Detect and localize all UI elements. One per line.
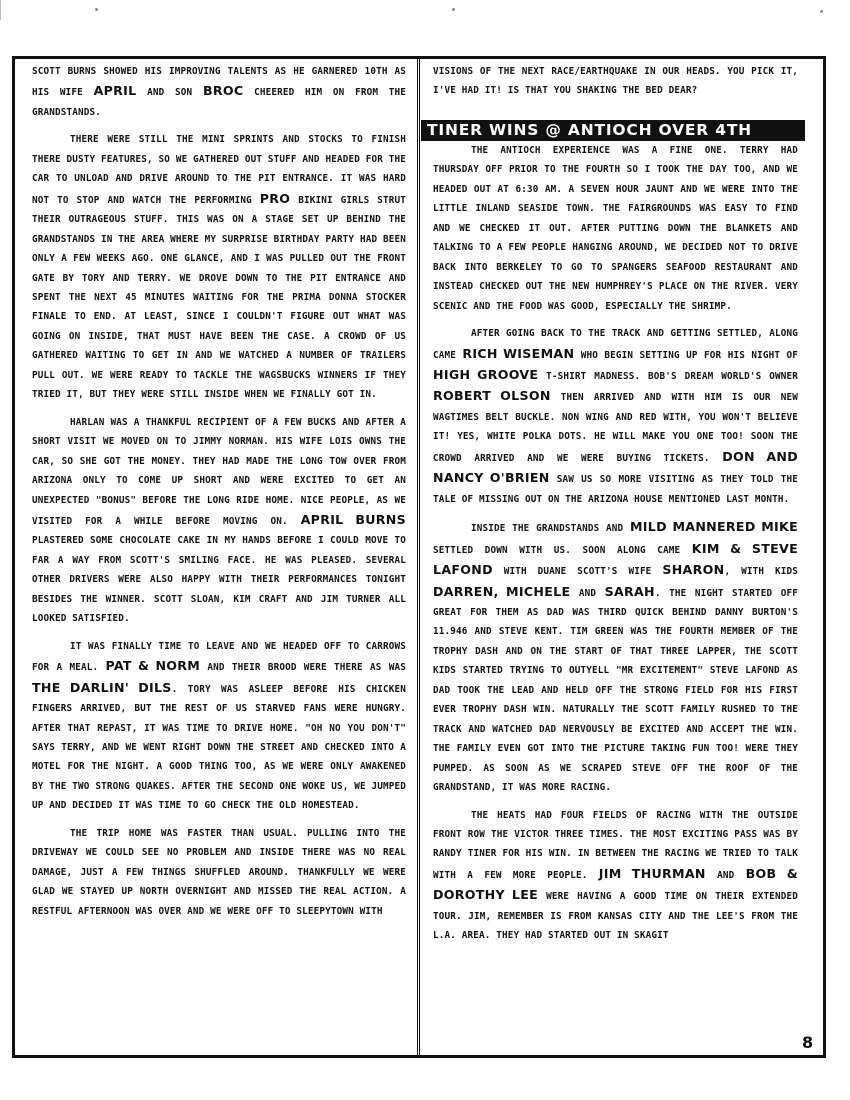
right-column <box>433 141 798 954</box>
scan-speck <box>95 8 98 11</box>
text-run: IT WAS FINALLY TIME TO LEAVE AND WE HEADED OFF TO CARROWS FOR A MEAL. <box>32 640 406 674</box>
scan-speck <box>820 10 823 13</box>
text-run: INSIDE THE GRANDSTANDS AND <box>471 523 630 535</box>
highlighted-name: SHARON <box>662 562 725 578</box>
left-paragraph <box>32 413 406 629</box>
page-number: 8 <box>802 1033 814 1052</box>
text-run: SAW US SO MORE VISITING AS THEY TOLD THE TALE OF MISSING OUT ON THE ARIZONA HOUSE MENTIONED LAST MONTH. <box>433 474 798 505</box>
text-run: WERE HAVING A GOOD TIME ON THEIR EXTENDED TOUR. JIM, REMEMBER IS FROM KANSAS CITY AND THE LEE'S FROM THE L.A. AREA. THEY HAD STARTED OUT IN SKAGIT <box>433 891 799 942</box>
text-run: PLASTERED SOME CHOCOLATE CAKE IN MY HANDS BEFORE I COULD MOVE TO FAR A WAY FROM SCOTT'S SMILING FACE. HE WAS PLEASED. SEVERAL OTHER DRIVERS WERE ALSO HAPPY WITH THEIR PERFORMANCES TONIGHT BESIDES THE WINNER. SCOTT SLOAN, KIM CRAFT AND JIM TURNER ALL LOOKED SATISFIED. <box>32 535 406 625</box>
highlighted-name: HIGH GROOVE <box>433 366 539 382</box>
left-paragraph <box>32 62 406 122</box>
text-run: CHEERED HIM ON FROM THE GRANDSTANDS. <box>32 87 406 118</box>
text-run: . THE NIGHT STARTED OFF GREAT FOR THEM AS DAD WAS THIRD QUICK BEHIND DANNY BURTON'S 11.946 AND STEVE KENT. TIM GREEN WAS THE FOURTH MEMBER OF THE TROPHY DASH AND ON THE START OF THAT THREE LAPPER, THE SCOTT KIDS STARTED TRYING TO OUTYELL "MR EXCITEMENT" STEVE LAFOND AS DAD TOOK THE LEAD AND HELD OFF THE STRONG FIELD FOR HIS FIRST EVER TROPHY DASH WIN. NATURALLY THE SCOTT FAMILY RUSHED TO THE TRACK AND WATCHED DAD NERVOUSLY BE EXCITED AND ACCEPT THE WIN. THE FAMILY EVEN GOT INTO THE PICTURE TAKING FUN TOO! WERE THEY PUMPED. AS SOON AS WE SCRAPED STEVE OFF THE ROOF OF THE GRANDSTAND, IT WAS MORE RACING. <box>433 587 798 794</box>
text-run: WITH DUANE SCOTT'S WIFE <box>492 566 663 578</box>
highlighted-name: APRIL <box>93 83 137 99</box>
highlighted-name: PAT & NORM <box>105 658 201 674</box>
right-paragraph <box>433 806 798 946</box>
text-run: THERE WERE STILL THE MINI SPRINTS AND STOCKS TO FINISH THERE DUSTY FEATURES, SO WE GATHERED OUT STUFF AND HEADED FOR THE CAR TO UNLOAD AND DRIVE AROUND TO THE PIT ENTRANCE. IT WAS HARD NOT TO STOP AND WATCH THE PERFORMING <box>32 134 406 206</box>
scan-edge-mark <box>0 0 1 20</box>
highlighted-name: PRO <box>259 190 291 206</box>
left-paragraph <box>32 824 406 921</box>
highlighted-name: SARAH <box>604 583 655 599</box>
text-run: SCOTT BURNS SHOWED HIS IMPROVING TALENTS AS HE GARNERED 10TH AS HIS WIFE <box>32 66 406 99</box>
highlighted-name: DON AND NANCY O'BRIEN <box>433 448 798 486</box>
text-run: WHO BEGIN SETTING UP FOR HIS NIGHT OF <box>574 349 798 361</box>
right-paragraph <box>433 517 798 797</box>
highlighted-name: MILD MANNERED MIKE <box>629 519 798 535</box>
article-headline: TINER WINS @ ANTIOCH OVER 4TH <box>421 120 805 141</box>
highlighted-name: KIM & STEVE LAFOND <box>433 540 798 578</box>
text-run: THEN ARRIVED AND WITH HIM IS OUR NEW WAGTIMES BELT BUCKLE. NON WING AND RED WITH, YOU WON'T BELIEVE IT! YES, WHITE POLKA DOTS. HE WILL MAKE YOU ONE TOO! SOON THE CROWD ARRIVED AND WE WERE BUYING TICKETS. <box>433 392 799 464</box>
text-run: BIKINI GIRLS STRUT THEIR OUTRAGEOUS STUFF. THIS WAS ON A STAGE SET UP BEHIND THE GRANDSTANDS IN THE AREA WHERE MY SURPRISE BIRTHDAY PARTY HAD BEEN ONLY A FEW WEEKS AGO. ONE GLANCE, AND I WAS PULLED OUT THE FRONT GATE BY TORY AND TERRY. WE DROVE DOWN TO THE PIT ENTRANCE AND SPENT THE NEXT 45 MINUTES WAITING FOR THE PRIMA DONNA STOCKER FINALE TO END. AT LEAST, SINCE I COULDN'T FIGURE OUT WHAT WAS GOING ON INSIDE, THAT MUST HAVE BEEN THE CASE. A CROWD OF US GATHERED WAITING TO GET IN AND WE WATCHED A NUMBER OF TRAILERS PULL OUT. WE WERE READY TO TACKLE THE WAGSBUCKS WINNERS IF THEY TRIED IT, BUT THEY WERE STILL INSIDE WHEN WE FINALLY GOT IN. <box>32 194 406 401</box>
highlighted-name: THE DARLIN' DILS <box>32 679 172 695</box>
scan-speck <box>452 8 455 11</box>
text-run: AND SON <box>136 87 203 99</box>
text-run: HARLAN WAS A THANKFUL RECIPIENT OF A FEW BUCKS AND AFTER A SHORT VISIT WE MOVED ON TO JIMMY NORMAN. HIS WIFE LOIS OWNS THE CAR, SO SHE GOT THE MONEY. THEY HAD MADE THE LONG TOW OVER FROM ARIZONA ONLY TO COME UP SHORT AND WERE EXCITED TO GET AN UNEXPECTED "BONUS" BEFORE THE LONG RIDE HOME. NICE PEOPLE, AS WE VISITED FOR A WHILE BEFORE MOVING ON. <box>32 416 406 527</box>
text-run: THE TRIP HOME WAS FASTER THAN USUAL. PULLING INTO THE DRIVEWAY WE COULD SEE NO PROBLEM AND INSIDE THERE WAS NO REAL DAMAGE, JUST A FEW THINGS SHUFFLED AROUND. THANKFULLY WE WERE GLAD WE STAYED UP NORTH OVERNIGHT AND MISSED THE REAL ACTION. A RESTFUL AFTERNOON WAS OVER AND WE WERE OFF TO SLEEPYTOWN WITH <box>32 827 406 917</box>
text-run: . TORY WAS ASLEEP BEFORE HIS CHICKEN FINGERS ARRIVED, BUT THE REST OF US STARVED FANS WERE HUNGRY. AFTER THAT REPAST, IT WAS TIME TO DRIVE HOME. "OH NO YOU DON'T" SAYS TERRY, AND WE WENT RIGHT DOWN THE STREET AND CHECKED INTO A MOTEL FOR THE NIGHT. A GOOD THING TOO, AS WE WERE ONLY AWAKENED BY THE TWO STRONG QUAKES. AFTER THE SECOND ONE WOKE US, WE JUMPED UP AND DECIDED IT WAS TIME TO GO CHECK THE OLD HOMESTEAD. <box>32 683 406 812</box>
text-run: SETTLED DOWN WITH US. SOON ALONG CAME <box>433 544 692 556</box>
column-divider <box>417 56 420 1058</box>
highlighted-name: APRIL BURNS <box>300 511 407 527</box>
right-paragraph <box>433 324 798 509</box>
text-run: THE ANTIOCH EXPERIENCE WAS A FINE ONE. TERRY HAD THURSDAY OFF PRIOR TO THE FOURTH SO I TOOK THE DAY TOO, AND WE HEADED OUT AT 6:30 AM. A SEVEN HOUR JAUNT AND WE WERE INTO THE LITTLE INLAND SEASIDE TOWN. THE FAIRGROUNDS WAS EASY TO FIND AND WE CHECKED IT OUT. AFTER PUTTING DOWN THE BLANKETS AND TALKING TO A FEW PEOPLE HANGING AROUND, WE DECIDED NOT TO DRIVE BACK INTO BERKELEY TO GO TO SPANGERS SEAFOOD RESTAURANT AND INSTEAD CHECKED OUT THE NEW HUMPHREY'S PLACE ON THE RIVER. VERY SCENIC AND THE FOOD WAS GOOD, ESPECIALLY THE SHRIMP. <box>433 145 798 312</box>
highlighted-name: BROC <box>202 83 244 99</box>
highlighted-name: DARREN, MICHELE <box>433 583 571 599</box>
text-run: AND <box>570 587 605 599</box>
left-paragraph <box>32 130 406 404</box>
highlighted-name: BOB & DOROTHY LEE <box>433 865 798 903</box>
text-run: AND THEIR BROOD WERE THERE AS WAS <box>200 662 407 674</box>
right-column-continuation <box>433 62 798 101</box>
left-paragraph <box>32 637 406 816</box>
text-run: T-SHIRT MADNESS. BOB'S DREAM WORLD'S OWNER <box>538 370 798 382</box>
right-paragraph <box>433 141 798 316</box>
text-run: AFTER GOING BACK TO THE TRACK AND GETTING SETTLED, ALONG CAME <box>433 328 798 361</box>
highlighted-name: JIM THURMAN <box>598 865 706 881</box>
text-run: THE HEATS HAD FOUR FIELDS OF RACING WITH THE OUTSIDE FRONT ROW THE VICTOR THREE TIMES. THE MOST EXCITING PASS WAS BY RANDY TINER FOR HIS WIN. IN BETWEEN THE RACING WE TRIED TO TALK WITH A FEW MORE PEOPLE. <box>433 809 798 881</box>
highlighted-name: ROBERT OLSON <box>433 388 551 404</box>
text-run: , WITH KIDS <box>724 566 798 578</box>
continuation-text: VISIONS OF THE NEXT RACE/EARTHQUAKE IN OUR HEADS. YOU PICK IT, I'VE HAD IT! IS THAT YOU SHAKING THE BED DEAR? <box>433 66 798 97</box>
left-column <box>32 62 406 929</box>
text-run: AND <box>705 869 746 881</box>
highlighted-name: RICH WISEMAN <box>462 345 575 361</box>
